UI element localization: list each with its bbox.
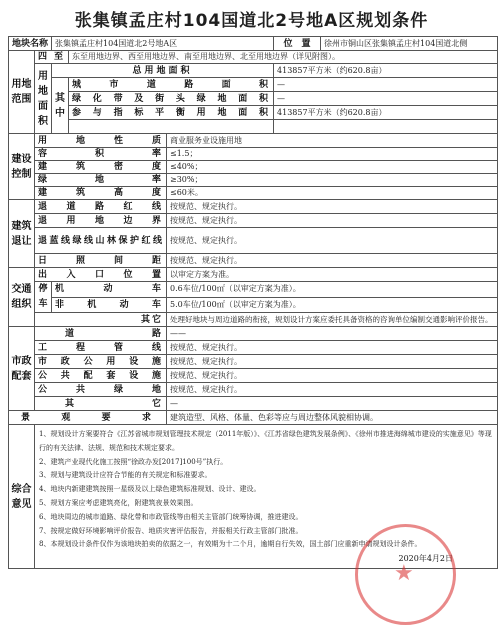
muni-value-3: 按规范、规定执行。 xyxy=(167,369,498,383)
build-value-4: ≤60米。 xyxy=(167,187,498,200)
balance-area-label: 参与指标平衡用地面积 xyxy=(69,106,274,120)
section-setback: 建筑退让 xyxy=(9,200,35,268)
muni-value-5: — xyxy=(167,397,498,411)
entrance-label: 出入口位置 xyxy=(35,268,167,282)
block-name-value: 张集镇孟庄村104国道北2号地A区 xyxy=(52,37,274,51)
setback-label-3: 日照间距 xyxy=(35,254,167,268)
road-area-value: — xyxy=(274,78,498,92)
seal-star-icon: ★ xyxy=(394,561,414,586)
motor-value: 0.6车位/100㎡（以审定方案为准）。 xyxy=(167,282,498,298)
build-label-4: 建筑高度 xyxy=(35,187,167,200)
note-item: 6、地块周边的城市道路、绿化带和市政管线等由相关主管部门统筹协调，推进建设。 xyxy=(39,512,303,521)
build-value-0: 商业服务业设施用地 xyxy=(167,134,498,148)
nonmotor-label: 非机动车 xyxy=(52,297,167,313)
muni-label-0: 道路 xyxy=(35,327,167,341)
notes-cell xyxy=(35,425,498,569)
road-area-label: 城市道路面积 xyxy=(69,78,274,92)
section-muni: 市政配套 xyxy=(9,327,35,411)
setback-value-2: 按规范、规定执行。 xyxy=(167,228,498,254)
traffic-other-value: 处理好地块与周边道路的衔接，规划设计方案应委托具备资格的咨询单位编制交通影响评价报告。 xyxy=(167,313,498,327)
muni-value-4: 按规范、规定执行。 xyxy=(167,383,498,397)
total-area-label: 总用地面积 xyxy=(52,64,274,78)
build-label-0: 用地性质 xyxy=(35,134,167,148)
traffic-other-label: 其它 xyxy=(35,313,167,327)
four-label: 四至 xyxy=(35,51,69,64)
section-build: 建设控制 xyxy=(9,134,35,200)
build-label-3: 绿地率 xyxy=(35,174,167,187)
total-area-value: 413857平方米（约620.8亩） xyxy=(274,64,498,78)
four-value: 东至用地边界、西至用地边界、南至用地边界、北至用地边界（详见附图）。 xyxy=(69,51,498,64)
green-area-value: — xyxy=(274,92,498,106)
section-land: 用地范围 xyxy=(9,51,35,134)
landscape-label: 景 观 要 求 xyxy=(9,411,167,425)
setback-value-1: 按规范、规定执行。 xyxy=(167,214,498,228)
green-area-label: 绿化带及街头绿地面积 xyxy=(69,92,274,106)
muni-label-1: 工程管线 xyxy=(35,341,167,355)
issue-date: 2020年4月2日 xyxy=(398,554,454,564)
landscape-value: 建筑造型、风格、体量、色彩等应与周边整体风貌相协调。 xyxy=(167,411,498,425)
nonmotor-value: 5.0车位/100㎡（以审定方案为准）。 xyxy=(167,297,498,313)
note-item: 8、本规划设计条件仅作为该地块拍卖的依据之一，有效期为十二个月，逾期自行失效，国土部门应重新申请规划设计条件。 xyxy=(39,540,422,549)
block-name-label: 地块名称 xyxy=(9,37,52,51)
build-value-3: ≥30%； xyxy=(167,174,498,187)
inner-label: 其中 xyxy=(52,78,69,134)
parking-label: 停车 xyxy=(35,282,52,313)
section-traffic: 交通组织 xyxy=(9,268,35,327)
balance-area-value: 413857平方米（约620.8亩） xyxy=(274,106,498,120)
muni-label-2: 市政公用设施 xyxy=(35,355,167,369)
setback-value-0: 按规范、规定执行。 xyxy=(167,200,498,214)
build-value-1: ≤1.5； xyxy=(167,148,498,161)
muni-label-5: 其它 xyxy=(35,397,167,411)
note-item: 5、规划方案应考虑建筑亮化，附建筑夜景效果图。 xyxy=(39,498,198,507)
muni-value-2: 按规范、规定执行。 xyxy=(167,355,498,369)
note-item: 3、规划与建筑设计应符合节能的有关规定和标准要求。 xyxy=(39,471,212,480)
setback-label-2: 退蓝线绿线山林保护红线 xyxy=(35,228,167,254)
entrance-value: 以审定方案为准。 xyxy=(167,268,498,282)
build-value-2: ≤40%； xyxy=(167,161,498,174)
location-label: 位 置 xyxy=(274,37,321,51)
section-notes: 综合意见 xyxy=(9,425,35,569)
build-label-1: 容积率 xyxy=(35,148,167,161)
note-item: 4、地块内新建建筑按照一星级及以上绿色建筑标准规划、设计、建设。 xyxy=(39,485,261,494)
muni-label-3: 公共配套设施 xyxy=(35,369,167,383)
muni-label-4: 公共绿地 xyxy=(35,383,167,397)
setback-label-1: 退用地边界 xyxy=(35,214,167,228)
area-label: 用地面积 xyxy=(35,64,52,134)
note-item: 2、建筑产业现代化施工按照“徐政办发[2017]100号”执行。 xyxy=(39,457,228,466)
note-item: 7、按规定做好环境影响评价报告、地质灾害评估报告，并报相关行政主管部门批准。 xyxy=(39,526,303,535)
planning-conditions-table xyxy=(8,36,498,569)
muni-value-0: —— xyxy=(167,327,498,341)
page-title: 张集镇孟庄村104国道北2号地A区规划条件 xyxy=(74,11,429,31)
setback-label-0: 退道路红线 xyxy=(35,200,167,214)
location-value: 徐州市铜山区张集镇孟庄村104国道北侧 xyxy=(321,37,498,51)
build-label-2: 建筑密度 xyxy=(35,161,167,174)
muni-value-1: 按规范、规定执行。 xyxy=(167,341,498,355)
setback-value-3: 按规范、规定执行。 xyxy=(167,254,498,268)
note-item: 1、规划设计方案要符合《江苏省城市规划管理技术规定（2011年版）》、《江苏省绿色建筑发展条例》、《徐州市推进海绵城市建设的实施意见》等现行的有关法律、法规、规范和技术规定要求。 xyxy=(39,430,492,452)
motor-label: 机动车 xyxy=(52,282,167,298)
